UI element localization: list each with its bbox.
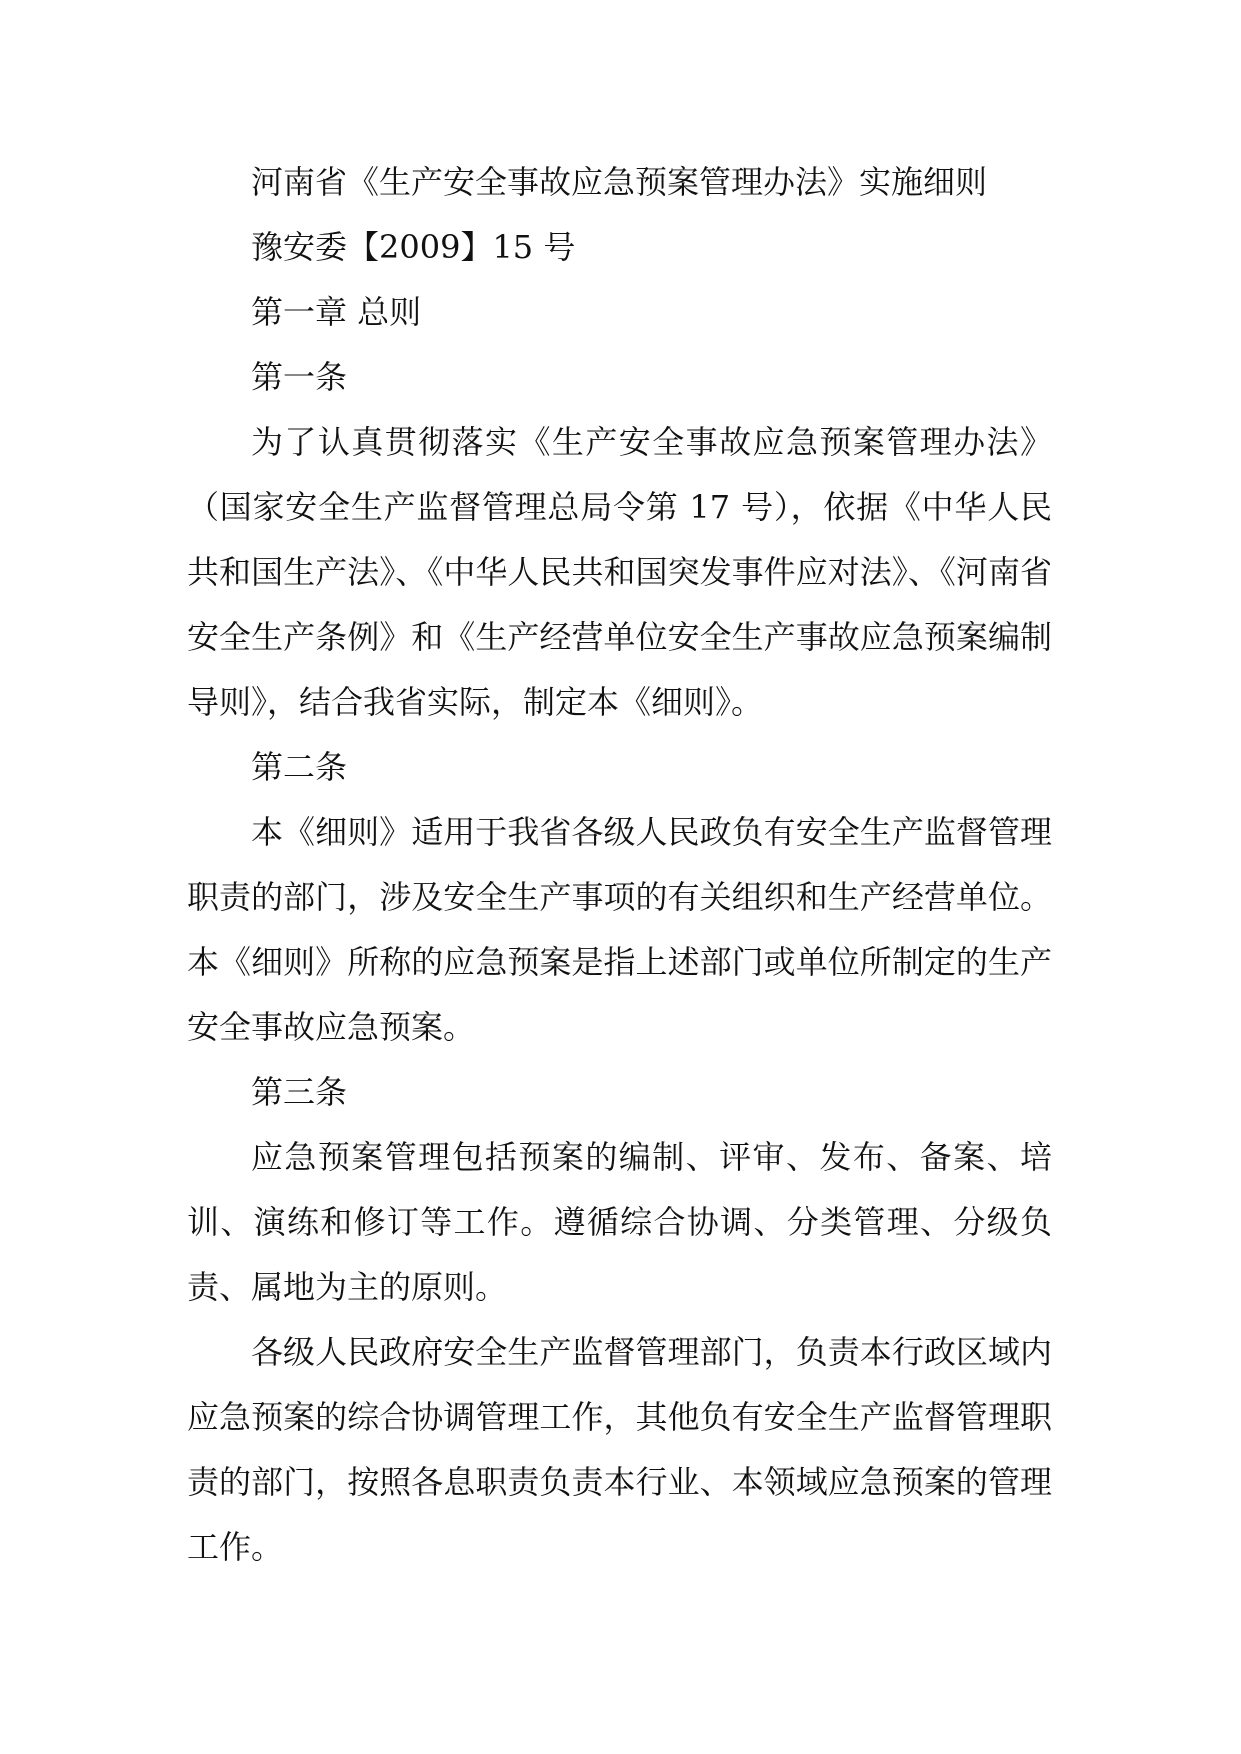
article-2-paragraph: 本《细则》适用于我省各级人民政负有安全生产监督管理职责的部门，涉及安全生产事项的有关组织和生产经营单位。本《细则》所称的应急预案是指上述部门或单位所制定的生产安全事故应急预案。 [187, 813, 1052, 1046]
article-3-heading: 第三条 [251, 1073, 348, 1111]
article-3-paragraph-2: 各级人民政府安全生产监督管理部门，负责本行政区域内应急预案的综合协调管理工作，其他负有安全生产监督管理职责的部门，按照各息职责负责本行业、本领域应急预案的管理工作。 [187, 1333, 1052, 1566]
document-title: 河南省《生产安全事故应急预案管理办法》实施细则 [251, 163, 988, 201]
document-number: 豫安委【2009】15 号 [251, 228, 576, 266]
article-1-paragraph: 为了认真贯彻落实《生产安全事故应急预案管理办法》（国家安全生产监督管理总局令第 17 号），依据《中华人民共和国生产法》、《中华人民共和国突发事件应对法》、《河南省安全生产条例》和《生产经营单位安全生产事故应急预案编制导则》，结合我省实际，制定本《细则》。 [187, 423, 1052, 721]
article-2-heading: 第二条 [251, 748, 348, 786]
chapter-heading: 第一章 总则 [251, 293, 422, 331]
article-1-heading: 第一条 [251, 358, 348, 396]
document-body [187, 150, 1052, 1580]
article-3-paragraph-1: 应急预案管理包括预案的编制、评审、发布、备案、培训、演练和修订等工作。遵循综合协调、分类管理、分级负责、属地为主的原则。 [187, 1138, 1052, 1306]
